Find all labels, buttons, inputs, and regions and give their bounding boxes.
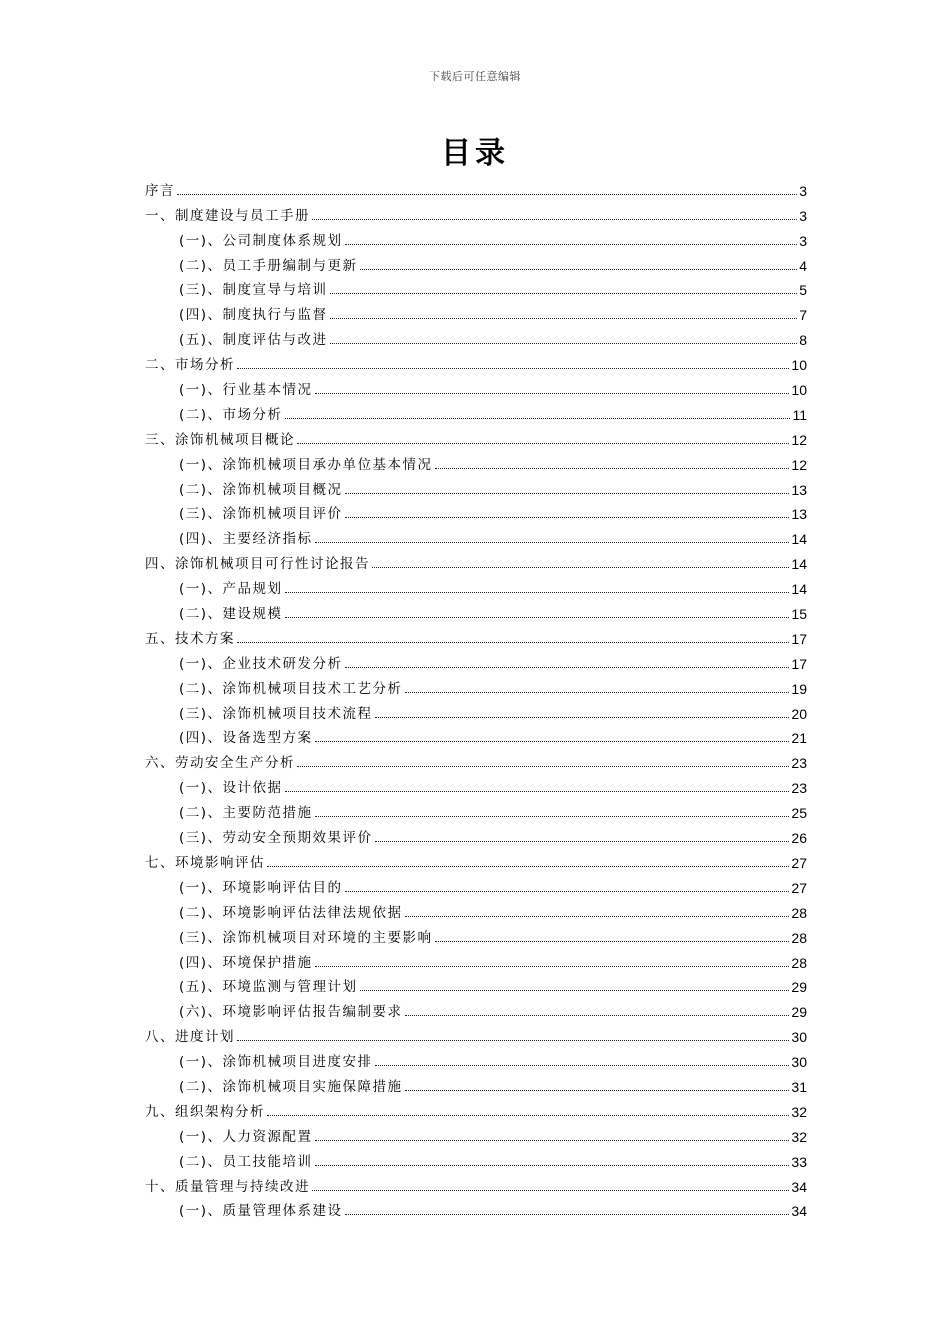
toc-entry-label: 五、技术方案: [145, 630, 235, 647]
dot-leader: [312, 1189, 789, 1191]
header-note: 下载后可任意编辑: [429, 70, 521, 83]
toc-entry[interactable]: [145, 672, 807, 697]
toc-entry-page-number: 32: [791, 1103, 807, 1120]
toc-entry[interactable]: [145, 896, 807, 921]
toc-entry-page-number: 26: [791, 830, 807, 847]
toc-entry-page-number: 30: [791, 1029, 807, 1046]
dot-leader: [315, 392, 790, 394]
dot-leader: [285, 616, 790, 618]
toc-entry-page-number: 3: [799, 232, 807, 249]
toc-entry-label: (四)、设备选型方案: [179, 730, 313, 747]
toc-entry[interactable]: [145, 1070, 807, 1095]
toc-entry[interactable]: [145, 921, 807, 946]
toc-entry-page-number: 4: [799, 257, 807, 274]
dot-leader: [345, 516, 790, 518]
toc-entry-label: (一)、环境影响评估目的: [179, 879, 343, 896]
toc-entry-label: (二)、主要防范措施: [179, 805, 313, 822]
dot-leader: [330, 292, 798, 294]
toc-entry-label: (四)、制度执行与监督: [179, 307, 328, 324]
dot-leader: [285, 790, 790, 792]
dot-leader: [435, 467, 790, 469]
toc-entry-label: (一)、涂饰机械项目承办单位基本情况: [179, 456, 433, 473]
dot-leader: [375, 716, 790, 718]
toc-entry[interactable]: [145, 1145, 807, 1170]
toc-entry-page-number: 30: [791, 1054, 807, 1071]
dot-leader: [315, 1164, 790, 1166]
toc-entry-page-number: 13: [791, 481, 807, 498]
toc-entry[interactable]: [145, 373, 807, 398]
toc-entry-label: (四)、主要经济指标: [179, 531, 313, 548]
dot-leader: [345, 492, 790, 494]
toc-entry[interactable]: [145, 1095, 807, 1120]
toc-entry-label: (一)、涂饰机械项目进度安排: [179, 1054, 373, 1071]
toc-entry-page-number: 34: [791, 1178, 807, 1195]
toc-entry[interactable]: [145, 323, 807, 348]
toc-entry-label: (三)、涂饰机械项目技术流程: [179, 705, 373, 722]
toc-entry-label: 一、制度建设与员工手册: [145, 207, 310, 224]
toc-entry-label: (一)、设计依据: [179, 780, 283, 797]
toc-entry[interactable]: [145, 995, 807, 1020]
dot-leader: [345, 890, 790, 892]
toc-entry-label: (一)、公司制度体系规划: [179, 232, 343, 249]
toc-entry-page-number: 33: [791, 1153, 807, 1170]
toc-entry[interactable]: [145, 298, 807, 323]
toc-entry[interactable]: [145, 249, 807, 274]
toc-entry[interactable]: [145, 771, 807, 796]
toc-entry-page-number: 17: [791, 655, 807, 672]
toc-entry-page-number: 29: [791, 979, 807, 996]
toc-entry-page-number: 19: [791, 680, 807, 697]
dot-leader: [405, 915, 790, 917]
toc-entry[interactable]: [145, 1170, 807, 1195]
toc-entry-page-number: 13: [791, 506, 807, 523]
toc-entry-label: (二)、员工手册编制与更新: [179, 257, 358, 274]
toc-entry[interactable]: [145, 821, 807, 846]
toc-entry-label: (二)、涂饰机械项目实施保障措施: [179, 1078, 403, 1095]
toc-entry-label: (一)、行业基本情况: [179, 382, 313, 399]
toc-entry[interactable]: [145, 423, 807, 448]
toc-entry-page-number: 7: [799, 307, 807, 324]
toc-entry-label: 六、劳动安全生产分析: [145, 755, 295, 772]
toc-entry[interactable]: [145, 971, 807, 996]
toc-entry-label: 七、环境影响评估: [145, 854, 265, 871]
dot-leader: [297, 442, 789, 444]
toc-entry[interactable]: [145, 746, 807, 771]
dot-leader: [237, 641, 789, 643]
dot-leader: [435, 940, 790, 942]
toc-entry[interactable]: [145, 572, 807, 597]
dot-leader: [405, 1089, 790, 1091]
toc-entry[interactable]: [145, 348, 807, 373]
dot-leader: [267, 1114, 789, 1116]
toc-entry-label: (二)、市场分析: [179, 406, 283, 423]
toc-entry[interactable]: [145, 448, 807, 473]
toc-entry[interactable]: [145, 846, 807, 871]
dot-leader: [285, 591, 790, 593]
page-title: 目录: [441, 136, 509, 171]
dot-leader: [177, 193, 797, 195]
toc-entry-label: 三、涂饰机械项目概论: [145, 431, 295, 448]
toc-entry[interactable]: [145, 522, 807, 547]
toc-entry[interactable]: [145, 498, 807, 523]
dot-leader: [297, 765, 789, 767]
toc-entry-label: 九、组织架构分析: [145, 1103, 265, 1120]
toc-entry-label: (三)、劳动安全预期效果评价: [179, 830, 373, 847]
toc-entry-page-number: 10: [791, 382, 807, 399]
toc-entry[interactable]: [145, 597, 807, 622]
dot-leader: [330, 342, 798, 344]
toc-entry-page-number: 15: [791, 606, 807, 623]
toc-entry[interactable]: [145, 174, 807, 199]
toc-entry-page-number: 27: [791, 854, 807, 871]
dot-leader: [375, 1064, 790, 1066]
toc-entry-page-number: 32: [791, 1128, 807, 1145]
toc-entry-page-number: 21: [791, 730, 807, 747]
toc-entry-label: 八、进度计划: [145, 1029, 235, 1046]
toc-entry-label: (一)、人力资源配置: [179, 1128, 313, 1145]
toc-entry-label: (二)、涂饰机械项目技术工艺分析: [179, 680, 403, 697]
toc-entry[interactable]: [145, 199, 807, 224]
toc-entry-page-number: 25: [791, 805, 807, 822]
toc-entry-label: (六)、环境影响评估报告编制要求: [179, 1004, 403, 1021]
toc-entry-label: (三)、制度宣导与培训: [179, 282, 328, 299]
toc-entry-page-number: 11: [792, 406, 807, 423]
dot-leader: [405, 1014, 790, 1016]
toc-entry[interactable]: [145, 796, 807, 821]
table-of-contents: [145, 174, 807, 1219]
toc-entry[interactable]: [145, 1120, 807, 1145]
toc-entry[interactable]: [145, 1045, 807, 1070]
toc-entry[interactable]: [145, 1020, 807, 1045]
dot-leader: [315, 815, 790, 817]
toc-entry[interactable]: [145, 722, 807, 747]
dot-leader: [237, 367, 789, 369]
toc-entry-page-number: 3: [799, 182, 807, 199]
toc-entry-label: (五)、制度评估与改进: [179, 332, 328, 349]
toc-entry[interactable]: [145, 398, 807, 423]
toc-entry[interactable]: [145, 697, 807, 722]
toc-entry-page-number: 8: [799, 332, 807, 349]
dot-leader: [375, 840, 790, 842]
toc-entry-page-number: 14: [791, 581, 807, 598]
toc-entry-page-number: 28: [791, 954, 807, 971]
dot-leader: [315, 965, 790, 967]
dot-leader: [360, 268, 798, 270]
toc-entry[interactable]: [145, 473, 807, 498]
toc-entry[interactable]: [145, 274, 807, 299]
toc-entry-page-number: 29: [791, 1004, 807, 1021]
toc-entry-label: (三)、涂饰机械项目评价: [179, 506, 343, 523]
toc-entry-label: (二)、涂饰机械项目概况: [179, 481, 343, 498]
dot-leader: [312, 218, 797, 220]
toc-entry-page-number: 3: [799, 207, 807, 224]
toc-entry-page-number: 10: [791, 357, 807, 374]
dot-leader: [330, 317, 798, 319]
toc-entry-label: (三)、涂饰机械项目对环境的主要影响: [179, 929, 433, 946]
dot-leader: [315, 740, 790, 742]
toc-entry-label: 四、涂饰机械项目可行性讨论报告: [145, 556, 370, 573]
toc-entry-page-number: 14: [791, 531, 807, 548]
toc-entry-label: (二)、员工技能培训: [179, 1153, 313, 1170]
toc-entry-label: (五)、环境监测与管理计划: [179, 979, 358, 996]
toc-entry-page-number: 5: [799, 282, 807, 299]
dot-leader: [345, 243, 798, 245]
toc-entry[interactable]: [145, 1195, 807, 1220]
toc-entry[interactable]: [145, 871, 807, 896]
toc-entry-page-number: 20: [791, 705, 807, 722]
toc-entry-label: (一)、企业技术研发分析: [179, 655, 343, 672]
toc-entry-page-number: 27: [791, 879, 807, 896]
toc-entry[interactable]: [145, 946, 807, 971]
toc-entry-page-number: 14: [791, 556, 807, 573]
toc-entry-page-number: 34: [791, 1203, 807, 1220]
toc-entry-label: (二)、建设规模: [179, 606, 283, 623]
toc-entry-label: 二、市场分析: [145, 357, 235, 374]
dot-leader: [405, 691, 790, 693]
toc-entry-label: (一)、质量管理体系建设: [179, 1203, 343, 1220]
toc-entry-label: 十、质量管理与持续改进: [145, 1178, 310, 1195]
toc-entry-label: 序言: [145, 182, 175, 199]
dot-leader: [345, 1213, 790, 1215]
dot-leader: [372, 566, 789, 568]
toc-entry[interactable]: [145, 647, 807, 672]
dot-leader: [315, 541, 790, 543]
dot-leader: [345, 666, 790, 668]
toc-entry[interactable]: [145, 622, 807, 647]
dot-leader: [360, 989, 790, 991]
toc-entry-page-number: 28: [791, 904, 807, 921]
toc-entry-page-number: 12: [791, 456, 807, 473]
dot-leader: [237, 1039, 789, 1041]
toc-entry-label: (二)、环境影响评估法律法规依据: [179, 904, 403, 921]
toc-entry-page-number: 12: [791, 431, 807, 448]
toc-entry-page-number: 23: [791, 755, 807, 772]
toc-entry[interactable]: [145, 224, 807, 249]
toc-entry-page-number: 23: [791, 780, 807, 797]
toc-entry-page-number: 17: [791, 630, 807, 647]
toc-entry-page-number: 31: [791, 1078, 807, 1095]
toc-entry-label: (一)、产品规划: [179, 581, 283, 598]
toc-entry[interactable]: [145, 547, 807, 572]
toc-entry-label: (四)、环境保护措施: [179, 954, 313, 971]
dot-leader: [315, 1139, 790, 1141]
dot-leader: [267, 865, 789, 867]
dot-leader: [285, 417, 791, 419]
toc-entry-page-number: 28: [791, 929, 807, 946]
